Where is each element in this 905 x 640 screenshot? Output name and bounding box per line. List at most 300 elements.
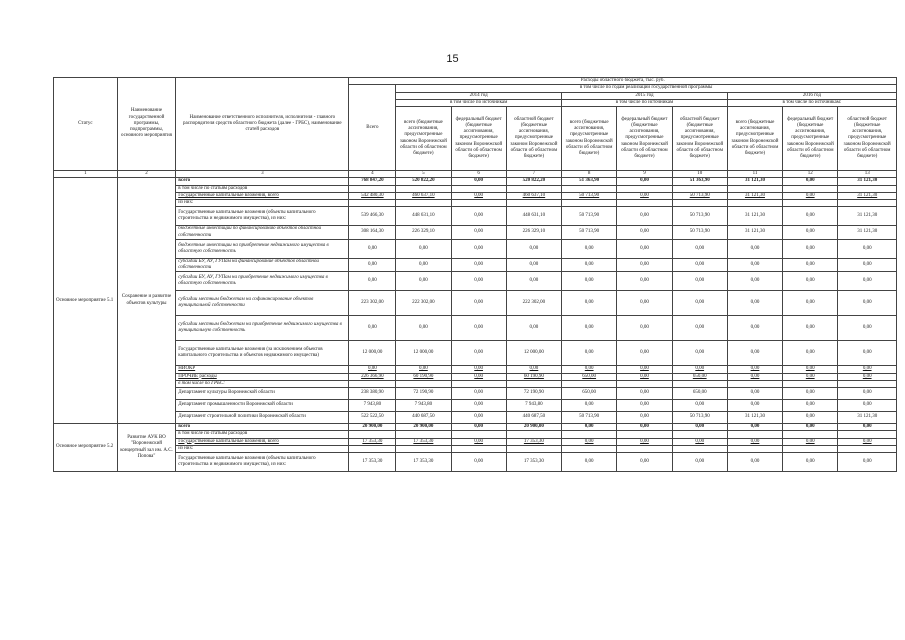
row-value: 0,00: [838, 400, 897, 412]
table-row: [54, 185, 897, 192]
header-expenses-title: Расходы областного бюджета, тыс. руб.: [349, 78, 897, 85]
row-value: 238 380,90: [349, 388, 396, 400]
row-value: 0,00: [838, 316, 897, 341]
row-value: 448 631,10: [396, 207, 451, 226]
row-value: 17 353,30: [506, 438, 561, 445]
row-value: 0,00: [672, 366, 727, 373]
row-value: 7 943,80: [396, 400, 451, 412]
table-row: [54, 373, 897, 380]
row-value: 0,00: [727, 341, 782, 366]
row-value: 650,00: [562, 373, 617, 380]
row-value: 0,00: [506, 239, 561, 258]
row-value: [506, 185, 561, 192]
row-value: 0,00: [396, 316, 451, 341]
table-row: [54, 272, 897, 291]
row-label: Государственные капитальные вложения, всего: [176, 192, 349, 199]
row-value: 20 900,00: [396, 424, 451, 431]
row-value: 31 121,30: [727, 207, 782, 226]
row-value: [506, 380, 561, 387]
row-value: [838, 445, 897, 452]
row-value: 0,00: [783, 341, 838, 366]
row-value: 72 190,90: [506, 388, 561, 400]
table-row: [54, 239, 897, 258]
row-value: 0,00: [562, 239, 617, 258]
header-program-name: Наименование государственной программы, подпрограммы, основного мероприятия: [117, 78, 175, 171]
row-value: 12 000,00: [349, 341, 396, 366]
row-value: 0,00: [838, 366, 897, 373]
row-value: 0,00: [562, 258, 617, 272]
row-value: [349, 445, 396, 452]
row-value: 50 713,90: [562, 412, 617, 424]
row-value: [727, 200, 782, 207]
row-value: 0,00: [727, 373, 782, 380]
header-total: Всего: [349, 85, 396, 171]
row-value: 0,00: [783, 291, 838, 316]
row-value: 0,00: [617, 316, 672, 341]
row-value: 0,00: [617, 453, 672, 472]
row-value: 0,00: [783, 207, 838, 226]
row-label: в том числе по статьям расходов: [176, 431, 349, 438]
row-label: в том числе по статьям расходов: [176, 185, 349, 192]
row-value: 0,00: [562, 453, 617, 472]
row-value: 31 121,30: [838, 207, 897, 226]
row-value: [562, 185, 617, 192]
row-value: 768 847,20: [349, 178, 396, 185]
table-row: [54, 438, 897, 445]
row-value: 0,00: [617, 424, 672, 431]
row-value: [617, 200, 672, 207]
table-row: [54, 316, 897, 341]
row-value: 31 121,30: [727, 178, 782, 185]
row-value: 0,00: [562, 272, 617, 291]
row-value: [783, 431, 838, 438]
row-value: 0,00: [838, 291, 897, 316]
row-value: 0,00: [396, 239, 451, 258]
table-row: [54, 200, 897, 207]
row-value: 0,00: [838, 438, 897, 445]
header-by-years: в том числе по годам реализации государственной программы: [396, 85, 897, 92]
row-value: 0,00: [451, 192, 506, 199]
row-value: 0,00: [451, 438, 506, 445]
row-value: 0,00: [783, 316, 838, 341]
row-value: 0,00: [349, 239, 396, 258]
row-value: 0,00: [783, 178, 838, 185]
header-year-2015: 2015 год: [562, 92, 728, 99]
row-value: 0,00: [672, 341, 727, 366]
row-value: 50 713,90: [672, 412, 727, 424]
row-value: [396, 431, 451, 438]
row-value: 0,00: [727, 400, 782, 412]
column-number: 10: [672, 171, 727, 178]
row-value: 222 302,00: [506, 291, 561, 316]
row-value: 0,00: [451, 272, 506, 291]
row-value: 17 353,30: [349, 453, 396, 472]
header-sources-2015: в том числе по источникам: [562, 99, 728, 106]
row-value: 308 164,30: [349, 226, 396, 240]
row-label: из них:: [176, 200, 349, 207]
row-value: 0,00: [617, 272, 672, 291]
row-value: 0,00: [506, 272, 561, 291]
row-value: 520 822,20: [506, 178, 561, 185]
column-number: 6: [451, 171, 506, 178]
row-value: 440 687,50: [506, 412, 561, 424]
row-value: [617, 380, 672, 387]
row-value: 460 637,10: [396, 192, 451, 199]
table-row: [54, 192, 897, 199]
row-value: [349, 200, 396, 207]
header-col-fed-2016: федеральный бюджет (бюджетные ассигнования, предусмотренные законом Воронежской области об областном бюджете): [783, 107, 838, 171]
row-value: 0,00: [506, 316, 561, 341]
row-value: 650,00: [672, 388, 727, 400]
row-value: [672, 185, 727, 192]
row-value: 50 713,90: [672, 226, 727, 240]
header-col-fed-2014: федеральный бюджет (бюджетные ассигнования, предусмотренные законом Воронежской области об областном бюджете): [451, 107, 506, 171]
row-value: 0,00: [562, 291, 617, 316]
row-label: Департамент строительной политики Воронежской области: [176, 412, 349, 424]
row-value: 31 121,30: [838, 192, 897, 199]
row-value: 650,00: [672, 373, 727, 380]
row-value: 0,00: [396, 272, 451, 291]
row-value: [672, 431, 727, 438]
table-row: [54, 226, 897, 240]
header-col-all-2014: всего (бюджетные ассигнования, предусмотренные законом Воронежской области об областном бюджете): [396, 107, 451, 171]
row-label: субсидии БУ, АУ, ГУПам на приобретение недвижимого имущества в областную собственность: [176, 272, 349, 291]
row-value: 0,00: [451, 412, 506, 424]
row-value: [349, 380, 396, 387]
column-number: 2: [117, 171, 175, 178]
row-label: субсидии местным бюджетам на софинансирование объектов муниципальной собственности: [176, 291, 349, 316]
row-value: 0,00: [783, 373, 838, 380]
header-col-reg-2016: областной бюджет (бюджетные ассигнования, предусмотренные законом Воронежской области об областном бюджете): [838, 107, 897, 171]
row-value: 0,00: [838, 258, 897, 272]
row-value: 0,00: [451, 388, 506, 400]
table-row: [54, 388, 897, 400]
row-value: [396, 185, 451, 192]
table-row: [54, 380, 897, 387]
row-value: [506, 445, 561, 452]
row-value: 0,00: [838, 239, 897, 258]
row-value: [672, 445, 727, 452]
row-label: Государственные капитальные вложения (объекты капитального строительства и недвижимого имущества), из них:: [176, 453, 349, 472]
table-row: [54, 366, 897, 373]
row-value: 0,00: [672, 453, 727, 472]
row-label: из них:: [176, 445, 349, 452]
row-value: 31 121,30: [838, 412, 897, 424]
row-value: 0,00: [451, 366, 506, 373]
row-value: 0,00: [617, 341, 672, 366]
row-value: 20 900,00: [506, 424, 561, 431]
column-number: 3: [176, 171, 349, 178]
row-value: [617, 185, 672, 192]
row-value: 12 000,00: [396, 341, 451, 366]
row-value: 0,00: [617, 192, 672, 199]
row-value: [838, 185, 897, 192]
table-row: [54, 258, 897, 272]
header-col-all-2015: всего (бюджетные ассигнования, предусмотренные законом Воронежской области об областном бюджете): [562, 107, 617, 171]
row-value: 0,00: [838, 424, 897, 431]
row-value: [838, 380, 897, 387]
table-row: [54, 400, 897, 412]
row-value: [562, 200, 617, 207]
row-value: 60 190,90: [506, 373, 561, 380]
table-body: [54, 178, 897, 472]
header-year-2016: 2016 год: [727, 92, 896, 99]
row-value: 520 822,20: [396, 178, 451, 185]
row-value: 12 000,00: [506, 341, 561, 366]
row-value: 0,00: [617, 438, 672, 445]
table-row: [54, 291, 897, 316]
row-value: 0,00: [562, 424, 617, 431]
row-value: 0,00: [672, 258, 727, 272]
row-value: [396, 380, 451, 387]
row-value: 50 713,90: [562, 207, 617, 226]
row-value: 0,00: [617, 291, 672, 316]
row-value: [617, 431, 672, 438]
row-value: 0,00: [838, 453, 897, 472]
column-numbers-row: [54, 171, 897, 178]
row-value: 0,00: [349, 272, 396, 291]
row-value: 0,00: [838, 341, 897, 366]
row-value: 0,00: [349, 258, 396, 272]
row-value: 0,00: [506, 258, 561, 272]
row-value: [451, 185, 506, 192]
row-value: 448 631,10: [506, 207, 561, 226]
row-value: 0,00: [451, 226, 506, 240]
row-value: [451, 445, 506, 452]
row-value: 0,00: [617, 400, 672, 412]
row-value: 222 302,00: [396, 291, 451, 316]
row-value: 0,00: [617, 373, 672, 380]
row-label: Государственные капитальные вложения, всего: [176, 438, 349, 445]
header-col-fed-2015: федеральный бюджет (бюджетные ассигнования, предусмотренные законом Воронежской области об областном бюджете): [617, 107, 672, 171]
table-row: [54, 431, 897, 438]
row-label: субсидии местным бюджетам на приобретение недвижимого имущества в муниципальную собственность: [176, 316, 349, 341]
row-value: [349, 185, 396, 192]
row-value: 0,00: [451, 424, 506, 431]
row-value: 0,00: [617, 178, 672, 185]
row-value: 0,00: [672, 316, 727, 341]
row-value: [727, 185, 782, 192]
row-value: 7 943,80: [506, 400, 561, 412]
table-row: [54, 178, 897, 185]
row-value: 0,00: [451, 291, 506, 316]
row-value: 0,00: [617, 388, 672, 400]
row-value: 0,00: [349, 366, 396, 373]
row-value: 0,00: [562, 366, 617, 373]
column-number: 8: [562, 171, 617, 178]
row-value: 50 713,90: [562, 192, 617, 199]
row-value: 0,00: [451, 373, 506, 380]
row-value: 31 121,30: [727, 192, 782, 199]
row-value: 20 900,00: [349, 424, 396, 431]
row-value: 60 190,90: [396, 373, 451, 380]
row-value: 0,00: [727, 239, 782, 258]
row-value: 31 121,30: [727, 226, 782, 240]
table-row: [54, 412, 897, 424]
row-value: 0,00: [727, 388, 782, 400]
row-value: [451, 200, 506, 207]
header-sources-2014: в том числе по источникам: [396, 99, 562, 106]
row-value: 0,00: [451, 178, 506, 185]
row-value: 226 329,10: [396, 226, 451, 240]
row-value: [727, 445, 782, 452]
row-value: 0,00: [783, 258, 838, 272]
header-status: Статус: [54, 78, 118, 171]
row-value: 0,00: [783, 400, 838, 412]
row-value: 50 713,90: [562, 226, 617, 240]
row-program-name: Развитие АУК ВО "Воронежский концертный зал им. А.С. Попова": [117, 424, 175, 472]
row-status: Основное мероприятие 5.1: [54, 178, 118, 424]
row-value: [617, 445, 672, 452]
row-value: 17 353,30: [349, 438, 396, 445]
row-value: 0,00: [783, 424, 838, 431]
header-col-reg-2015: областной бюджет (бюджетные ассигнования, предусмотренные законом Воронежской области об областном бюджете): [672, 107, 727, 171]
row-value: 0,00: [783, 272, 838, 291]
row-value: 0,00: [349, 316, 396, 341]
row-value: [783, 380, 838, 387]
row-value: 440 687,50: [396, 412, 451, 424]
row-value: [396, 445, 451, 452]
budget-table: [53, 77, 897, 472]
column-number: 5: [396, 171, 451, 178]
row-value: 50 713,90: [672, 207, 727, 226]
row-label: Государственные капитальные вложения (объекты капитального строительства и недвижимого имущества), из них:: [176, 207, 349, 226]
row-value: 51 363,90: [672, 178, 727, 185]
row-value: 460 637,10: [506, 192, 561, 199]
row-value: 0,00: [727, 291, 782, 316]
row-value: 0,00: [396, 258, 451, 272]
row-value: 0,00: [617, 258, 672, 272]
row-value: 0,00: [727, 438, 782, 445]
table-row: [54, 453, 897, 472]
row-value: [838, 200, 897, 207]
row-value: 0,00: [617, 226, 672, 240]
row-value: 223 302,00: [349, 291, 396, 316]
column-number: 7: [506, 171, 561, 178]
row-value: [506, 200, 561, 207]
row-value: 17 353,30: [396, 453, 451, 472]
row-value: 0,00: [672, 438, 727, 445]
row-value: [562, 431, 617, 438]
table-row: [54, 445, 897, 452]
table-row: [54, 207, 897, 226]
row-label: НИОКР: [176, 366, 349, 373]
row-value: 7 943,80: [349, 400, 396, 412]
header-col-reg-2014: областной бюджет (бюджетные ассигнования, предусмотренные законом Воронежской области об областном бюджете): [506, 107, 561, 171]
row-value: [783, 200, 838, 207]
row-value: 0,00: [727, 424, 782, 431]
row-value: [349, 431, 396, 438]
table-row: [54, 424, 897, 431]
row-value: [783, 445, 838, 452]
row-value: [396, 200, 451, 207]
row-value: 17 353,30: [506, 453, 561, 472]
row-value: 17 353,30: [396, 438, 451, 445]
row-value: 0,00: [451, 453, 506, 472]
row-value: 0,00: [727, 316, 782, 341]
row-value: 0,00: [838, 272, 897, 291]
row-value: 0,00: [783, 192, 838, 199]
row-value: 0,00: [783, 438, 838, 445]
row-value: 0,00: [727, 272, 782, 291]
row-value: 226 366,90: [349, 373, 396, 380]
row-value: 0,00: [672, 272, 727, 291]
row-value: 0,00: [562, 316, 617, 341]
row-value: 51 363,90: [562, 178, 617, 185]
row-label: в том числе по ГРБС:: [176, 380, 349, 387]
row-value: 31 121,30: [727, 412, 782, 424]
row-value: 522 522,50: [349, 412, 396, 424]
row-value: [451, 431, 506, 438]
row-value: 0,00: [727, 366, 782, 373]
row-value: 650,00: [562, 388, 617, 400]
row-label: всего: [176, 424, 349, 431]
row-value: 0,00: [783, 388, 838, 400]
row-value: [672, 380, 727, 387]
row-value: 0,00: [672, 400, 727, 412]
row-value: 226 329,10: [506, 226, 561, 240]
page-number: 15: [446, 53, 459, 65]
row-value: [727, 380, 782, 387]
row-status: Основное мероприятие 5.2: [54, 424, 118, 472]
column-number: 11: [727, 171, 782, 178]
row-value: 0,00: [451, 400, 506, 412]
row-label: ПРОЧИЕ расходы: [176, 373, 349, 380]
row-value: 0,00: [451, 207, 506, 226]
row-value: 0,00: [562, 400, 617, 412]
row-value: [562, 380, 617, 387]
header-col-all-2016: всего (бюджетные ассигнования, предусмотренные законом Воронежской области об областном бюджете): [727, 107, 782, 171]
row-value: 0,00: [838, 373, 897, 380]
row-value: 0,00: [672, 239, 727, 258]
row-value: 0,00: [672, 424, 727, 431]
row-value: 542 480,30: [349, 192, 396, 199]
row-value: 0,00: [727, 258, 782, 272]
row-value: 0,00: [783, 453, 838, 472]
row-value: 50 713,90: [672, 192, 727, 199]
row-value: 0,00: [838, 388, 897, 400]
header-executor: Наименование ответственного исполнителя, исполнителя - главного распорядителя средств областного бюджета (далее - ГРБС), наименование статей расходов: [176, 78, 349, 171]
row-value: 31 121,30: [838, 178, 897, 185]
header-sources-2016: в том числе по источникам:: [727, 99, 896, 106]
row-program-name: Сохранение и развитие объектов культуры: [117, 178, 175, 424]
row-label: Департамент культуры Воронежской области: [176, 388, 349, 400]
table-row: [54, 341, 897, 366]
row-value: 0,00: [617, 412, 672, 424]
row-value: 0,00: [451, 316, 506, 341]
row-label: Государственные капитальные вложения (за исключением объектов капитального строительства и объектов недвижимого имущества): [176, 341, 349, 366]
row-value: 0,00: [451, 341, 506, 366]
row-label: бюджетные инвестиции по финансированию объектов областной собственности: [176, 226, 349, 240]
row-value: 0,00: [451, 258, 506, 272]
row-value: 0,00: [783, 366, 838, 373]
row-value: 0,00: [562, 438, 617, 445]
row-value: 0,00: [617, 366, 672, 373]
row-value: 0,00: [783, 239, 838, 258]
row-value: 0,00: [396, 366, 451, 373]
row-value: [838, 431, 897, 438]
row-value: [562, 445, 617, 452]
header-year-2014: 2014 год: [396, 92, 562, 99]
row-value: 0,00: [783, 226, 838, 240]
row-value: 0,00: [617, 207, 672, 226]
row-value: 0,00: [562, 341, 617, 366]
row-label: всего: [176, 178, 349, 185]
row-label: бюджетные инвестиции на приобретение недвижимого имущества в областную собственность: [176, 239, 349, 258]
row-value: 0,00: [672, 291, 727, 316]
column-number: 1: [54, 171, 118, 178]
row-value: 0,00: [727, 453, 782, 472]
